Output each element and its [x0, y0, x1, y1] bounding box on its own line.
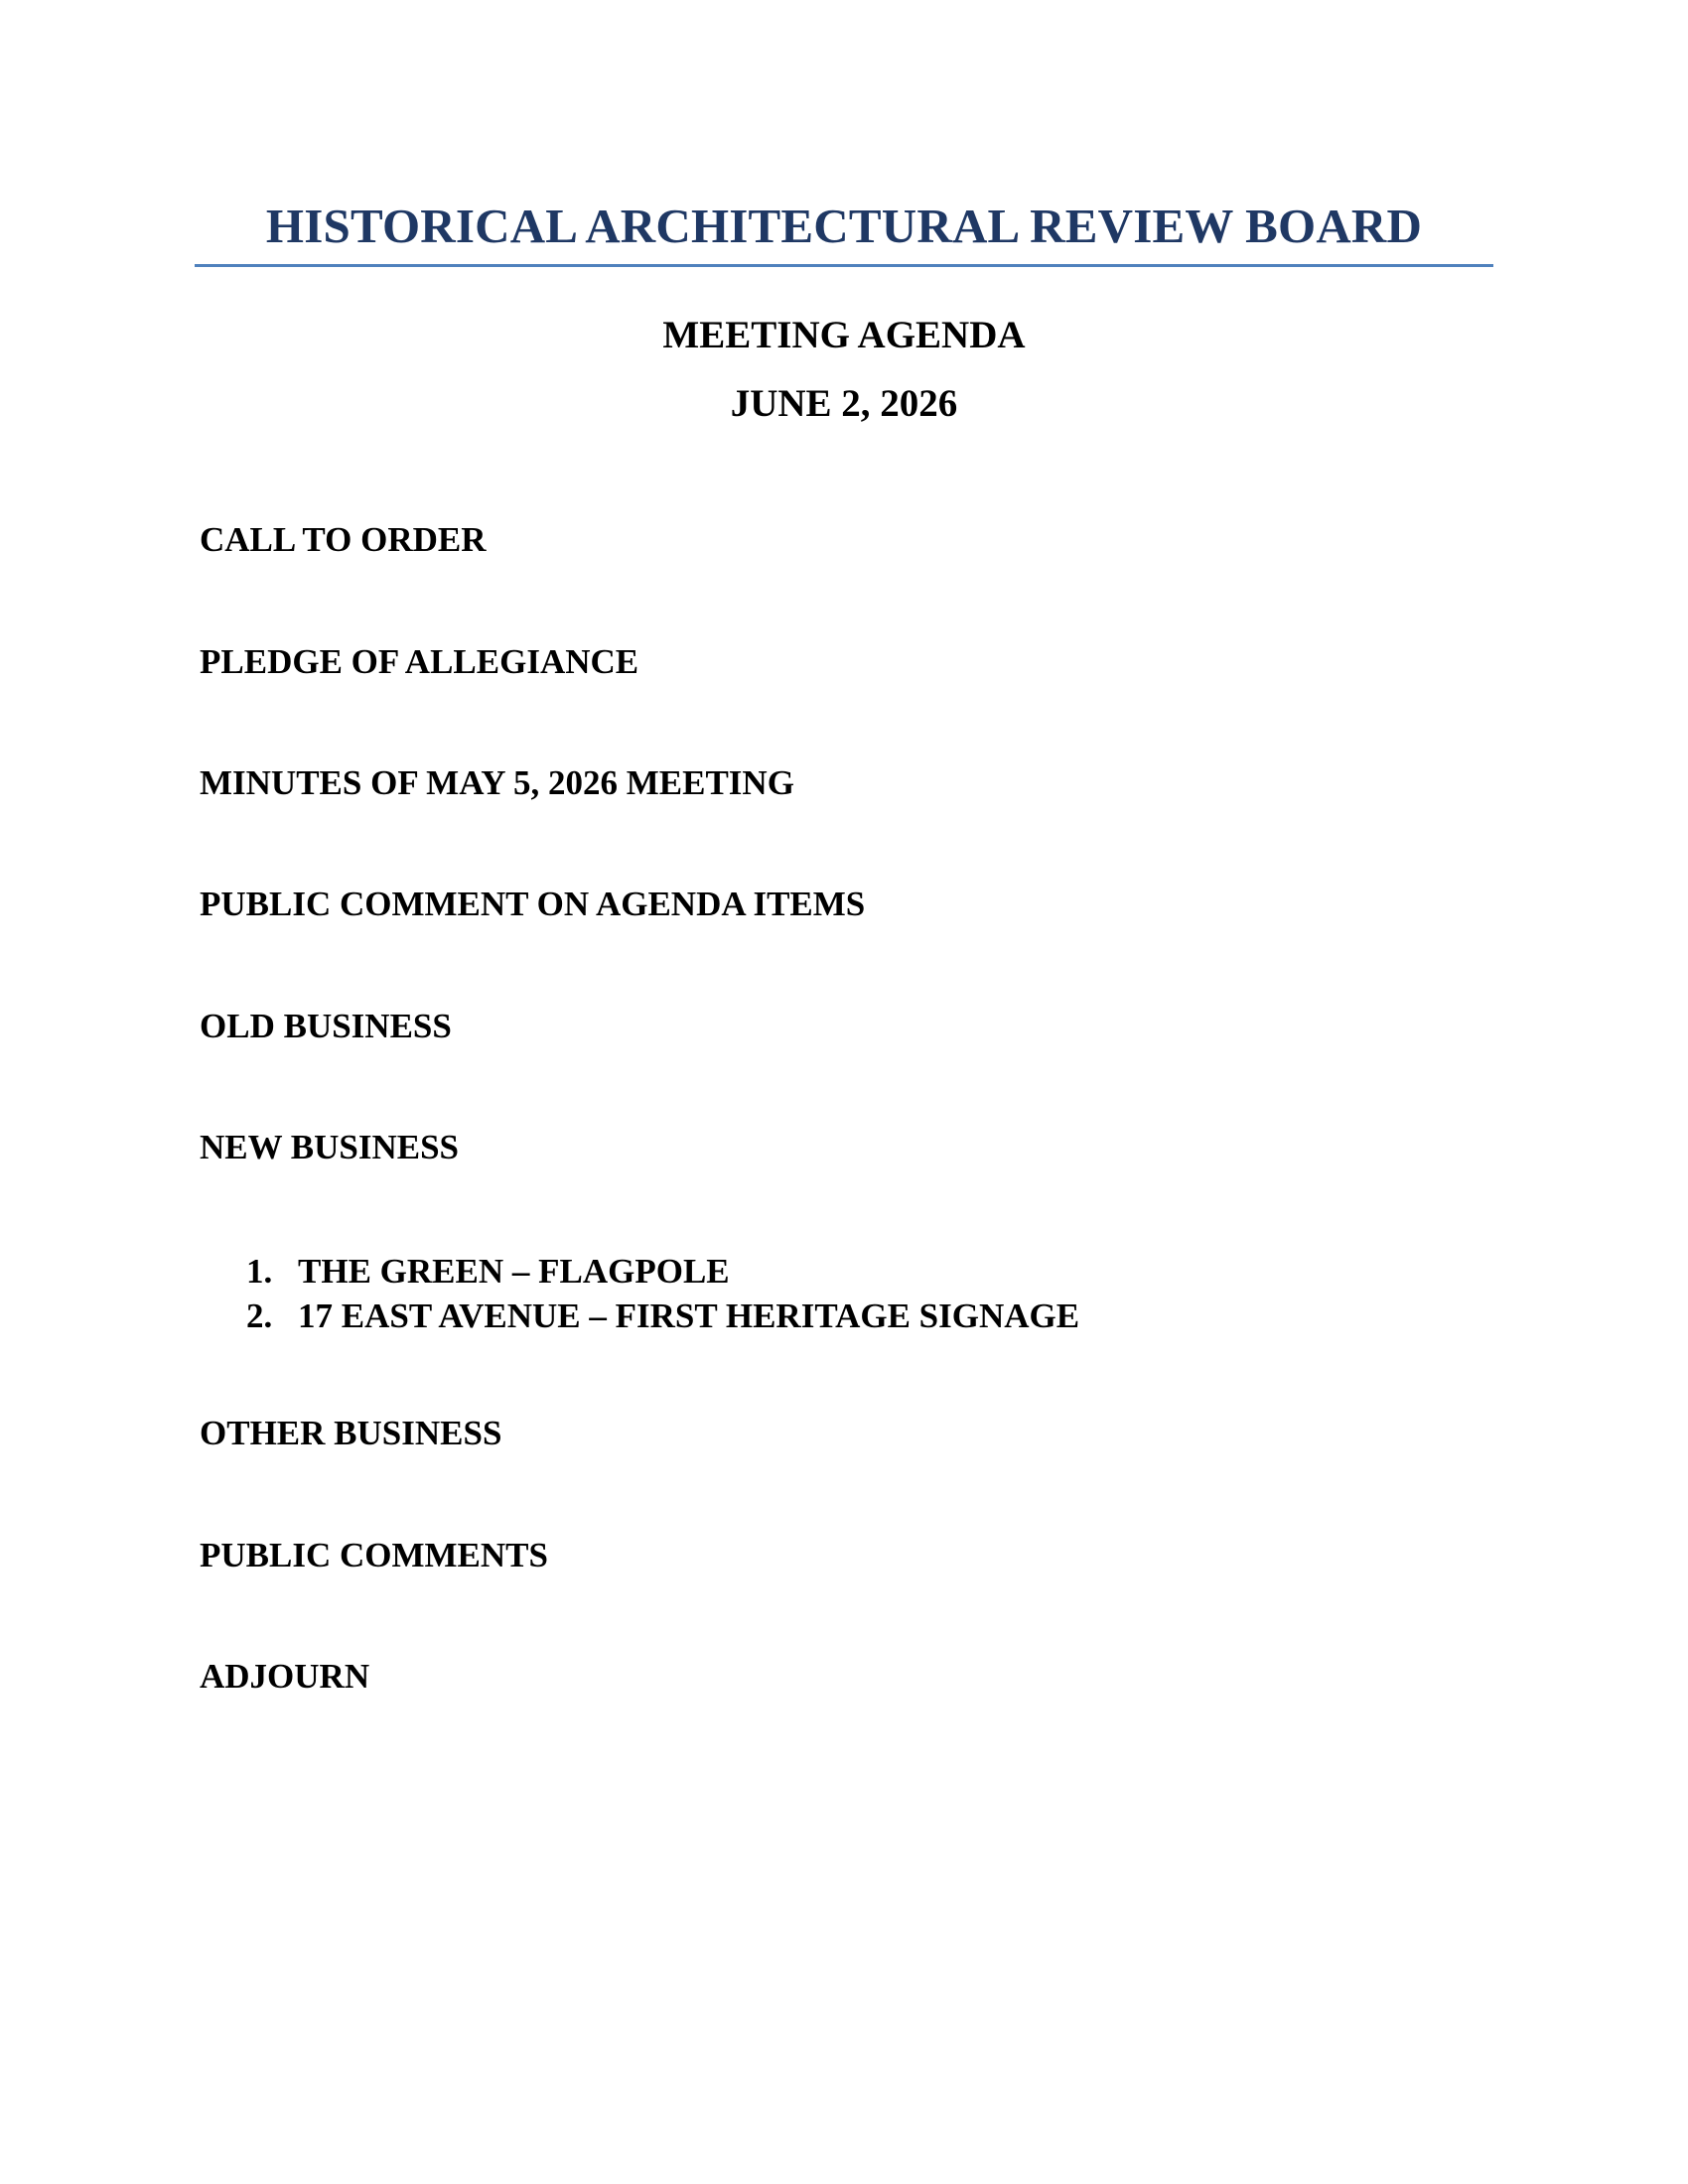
list-item-text: THE GREEN – FLAGPOLE [298, 1252, 730, 1291]
list-item-text: 17 EAST AVENUE – FIRST HERITAGE SIGNAGE [298, 1297, 1080, 1335]
meeting-date: JUNE 2, 2026 [730, 382, 958, 425]
list-item-number: 2. [246, 1297, 273, 1335]
agenda-item-pledge: PLEDGE OF ALLEGIANCE [200, 642, 639, 681]
agenda-item-public-comment-agenda: PUBLIC COMMENT ON AGENDA ITEMS [200, 885, 866, 923]
list-item-number: 1. [246, 1252, 273, 1291]
title-divider [195, 264, 1493, 267]
agenda-item-call-to-order: CALL TO ORDER [200, 520, 487, 559]
agenda-item-new-business: NEW BUSINESS [200, 1128, 459, 1166]
meeting-agenda-heading: MEETING AGENDA [662, 314, 1026, 356]
list-item [246, 1249, 1079, 1294]
list-item [246, 1294, 1079, 1338]
agenda-item-old-business: OLD BUSINESS [200, 1007, 452, 1045]
new-business-list [246, 1249, 1079, 1338]
board-title: HISTORICAL ARCHITECTURAL REVIEW BOARD [265, 199, 1423, 253]
agenda-item-other-business: OTHER BUSINESS [200, 1414, 502, 1452]
agenda-item-adjourn: ADJOURN [200, 1657, 370, 1696]
agenda-item-public-comments: PUBLIC COMMENTS [200, 1536, 548, 1574]
agenda-item-minutes: MINUTES OF MAY 5, 2026 MEETING [200, 763, 794, 802]
